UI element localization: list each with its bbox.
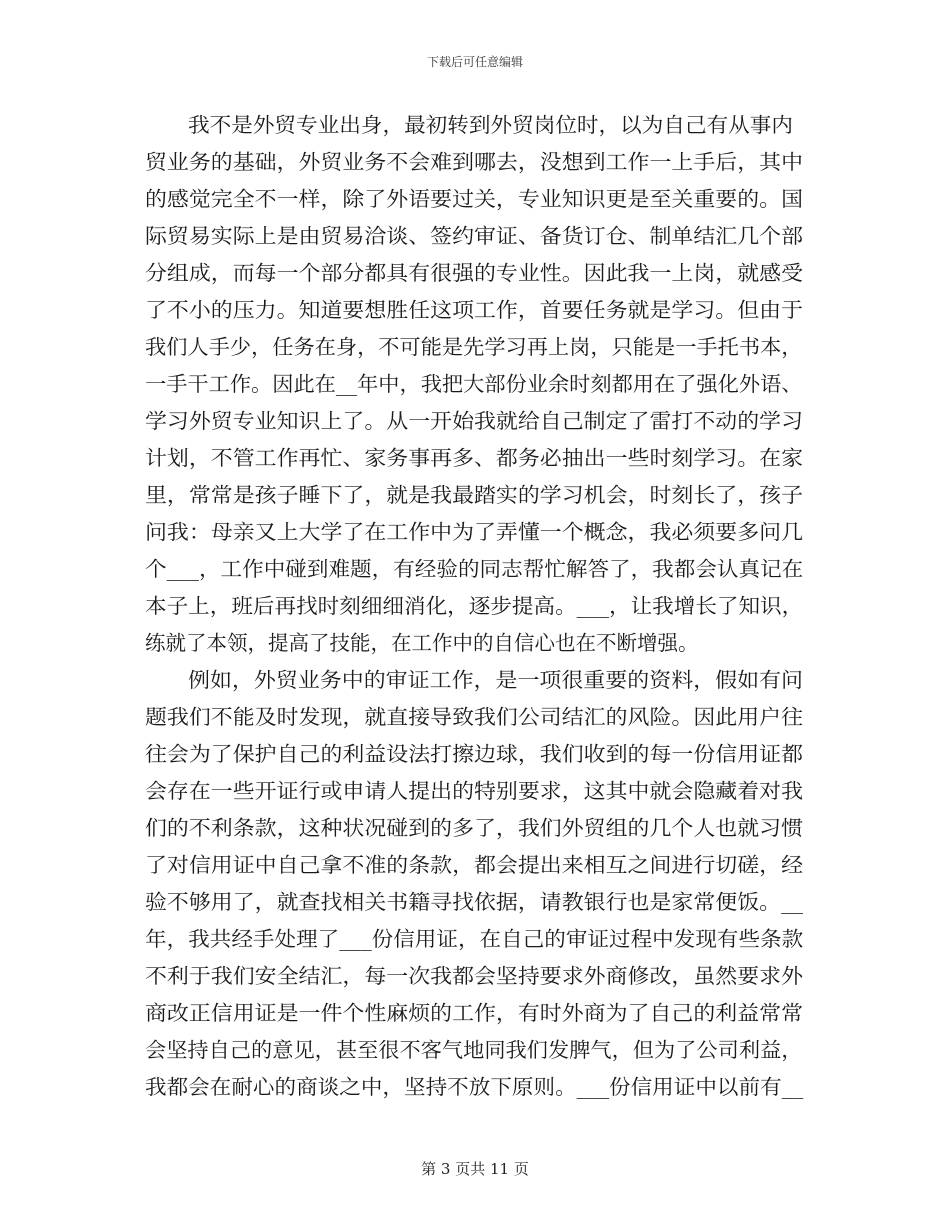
paragraph-1-line-2: 贸业务的基础，外贸业务不会难到哪去，没想到工作一上手后，其中 — [145, 150, 804, 174]
paragraph-2-line-3: 往会为了保护自己的利益设法打擦边球，我们收到的每一份信用证都 — [145, 742, 804, 766]
paragraph-2-line-4: 会存在一些开证行或申请人提出的特别要求，这其中就会隐藏着对我 — [145, 779, 804, 803]
paragraph-1-line-1: 我不是外贸专业出身，最初转到外贸岗位时，以为自己有从事内 — [188, 113, 793, 137]
paragraph-1-line-14: 本子上，班后再找时刻细细消化，逐步提高。___，让我增长了知识， — [145, 594, 804, 618]
paragraph-1-line-3: 的感觉完全不一样，除了外语要过关，专业知识更是至关重要的。国 — [145, 187, 804, 211]
paragraph-2-line-9: 不利于我们安全结汇，每一次我都会坚持要求外商修改，虽然要求外 — [145, 964, 804, 988]
paragraph-2-line-2: 题我们不能及时发现，就直接导致我们公司结汇的风险。因此用户往 — [145, 705, 804, 729]
paragraph-2-line-7: 验不够用了，就查找相关书籍寻找依据，请教银行也是家常便饭。__ — [145, 890, 804, 914]
paragraph-1-line-13: 个___，工作中碰到难题，有经验的同志帮忙解答了，我都会认真记在 — [145, 557, 804, 581]
paragraph-1-line-5: 分组成，而每一个部分都具有很强的专业性。因此我一上岗，就感受 — [145, 261, 804, 285]
paragraph-1-line-11: 里，常常是孩子睡下了，就是我最踏实的学习机会，时刻长了，孩子 — [145, 483, 804, 507]
page-header: 下载后可任意编辑 — [426, 55, 523, 69]
paragraph-2-line-5: 们的不利条款，这种状况碰到的多了，我们外贸组的几个人也就习惯 — [145, 816, 804, 840]
paragraph-1-line-7: 我们人手少，任务在身，不可能是先学习再上岗，只能是一手托书本， — [145, 335, 803, 359]
paragraph-1-line-15: 练就了本领，提高了技能，在工作中的自信心也在不断增强。 — [145, 631, 699, 655]
paragraph-2-line-10: 商改正信用证是一件个性麻烦的工作，有时外商为了自己的利益常常 — [145, 1001, 804, 1025]
paragraph-2-line-1: 例如，外贸业务中的审证工作，是一项很重要的资料，假如有问 — [188, 668, 803, 692]
paragraph-2-line-8: 年，我共经手处理了___份信用证，在自己的审证过程中发现有些条款 — [145, 927, 804, 951]
paragraph-2-line-11: 会坚持自己的意见，甚至很不客气地同我们发脾气，但为了公司利益， — [145, 1038, 803, 1062]
paragraph-1-line-8: 一手干工作。因此在__年中，我把大部份业余时刻都用在了强化外语、 — [145, 372, 803, 396]
paragraph-1-line-10: 计划，不管工作再忙、家务事再多、都务必抽出一些时刻学习。在家 — [145, 446, 804, 470]
paragraph-1-line-12: 问我：母亲又上大学了在工作中为了弄懂一个概念，我必须要多问几 — [145, 520, 804, 544]
paragraph-1-line-4: 际贸易实际上是由贸易洽谈、签约审证、备货订仓、制单结汇几个部 — [145, 224, 804, 248]
paragraph-2-line-12: 我都会在耐心的商谈之中，坚持不放下原则。___份信用证中以前有__ — [145, 1075, 804, 1099]
paragraph-1-line-6: 了不小的压力。知道要想胜任这项工作，首要任务就是学习。但由于 — [145, 298, 804, 322]
page-footer: 第 3 页共 11 页 — [421, 1160, 529, 1178]
paragraph-2-line-6: 了对信用证中自己拿不准的条款，都会提出来相互之间进行切磋，经 — [145, 853, 804, 877]
paragraph-1-line-9: 学习外贸专业知识上了。从一开始我就给自己制定了雷打不动的学习 — [145, 409, 804, 433]
